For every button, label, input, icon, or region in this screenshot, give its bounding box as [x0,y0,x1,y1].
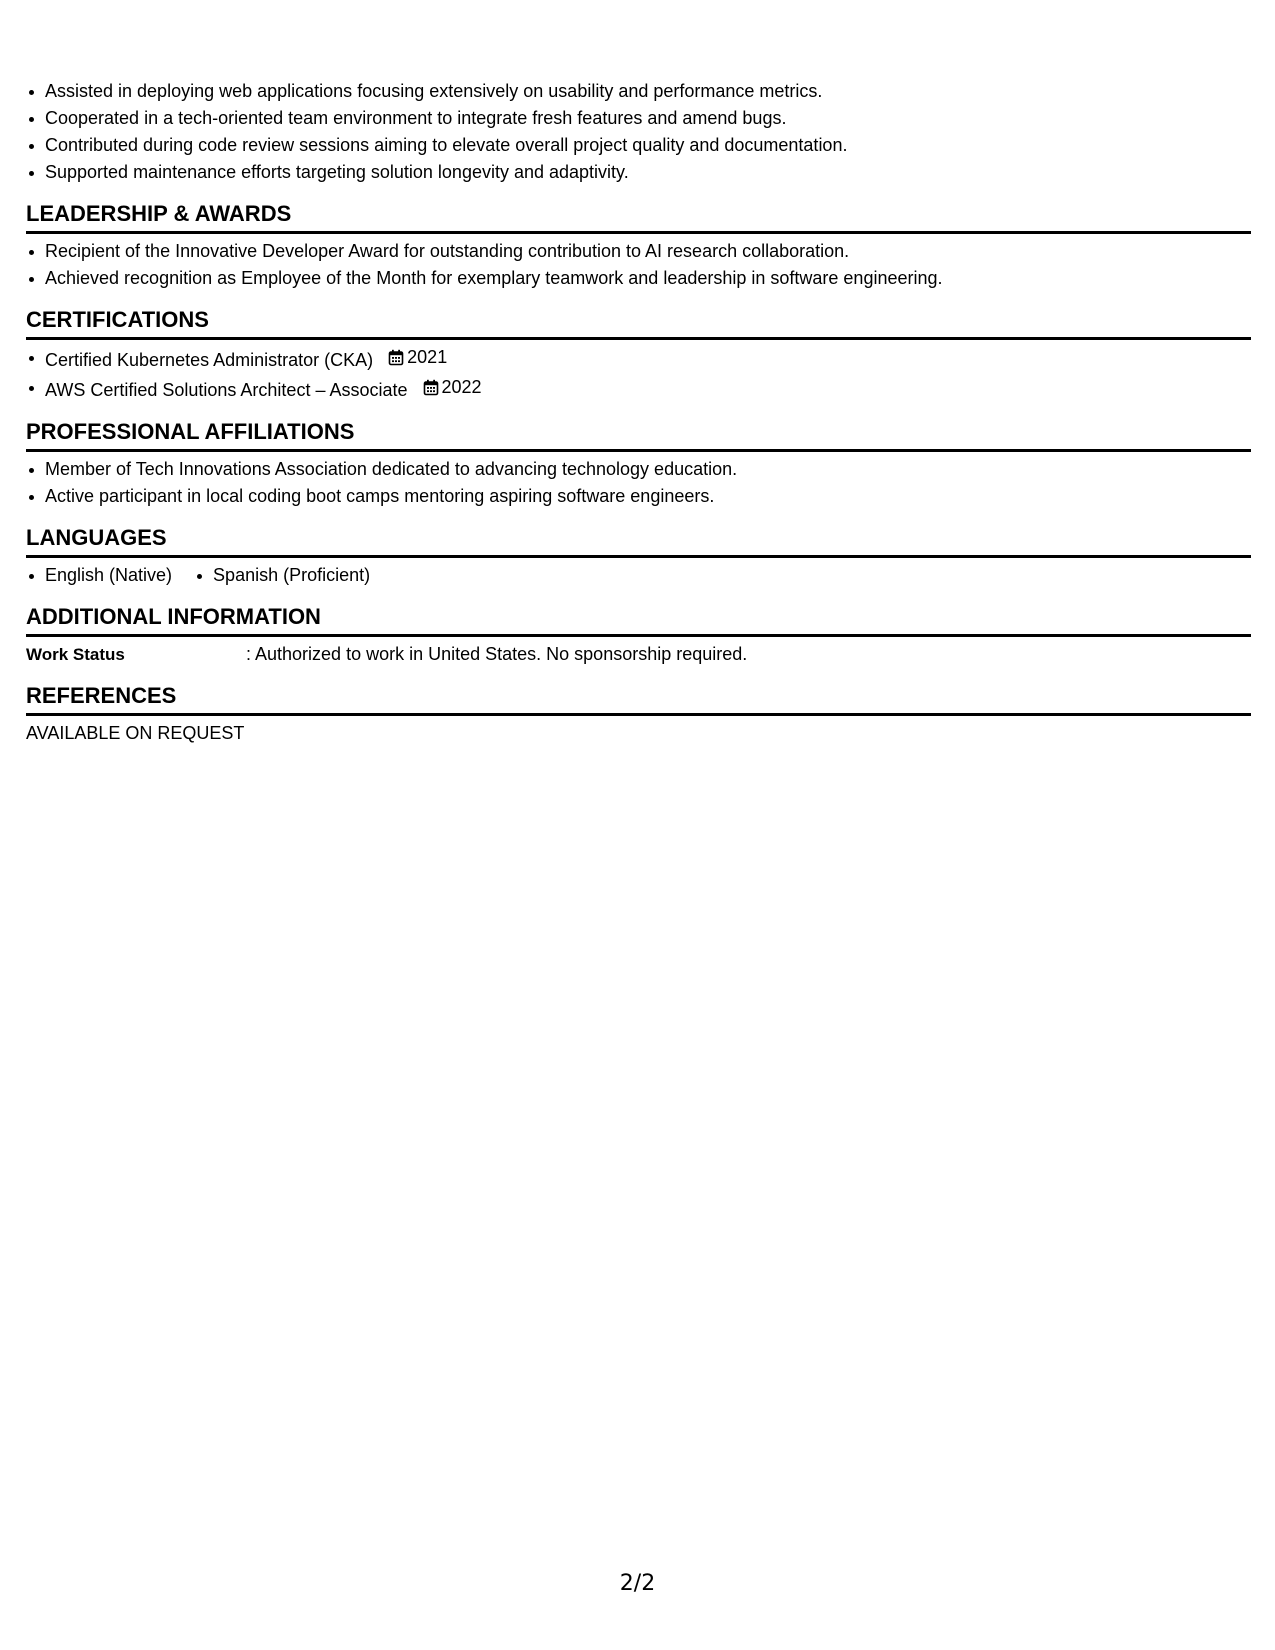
leadership-item: Recipient of the Innovative Developer Award for outstanding contribution to AI research collaboration. [26,238,1251,265]
calendar-icon [388,349,404,366]
work-status-label: Work Status [26,645,125,664]
references-text: AVAILABLE ON REQUEST [26,723,245,743]
certification-name: AWS Certified Solutions Architect – Associate [45,380,408,400]
language-item: Spanish (Proficient) [194,562,370,589]
experience-bullet: Contributed during code review sessions aiming to elevate overall project quality and documentation. [26,132,1251,159]
work-status-value: : Authorized to work in United States. No sponsorship required. [246,644,748,664]
page-number: 2/2 [619,1571,656,1596]
professional-affiliations-section [26,417,1251,510]
affiliation-item: Active participant in local coding boot camps mentoring aspiring software engineers. [26,483,1251,510]
references-section [26,681,1251,747]
certification-name: Certified Kubernetes Administrator (CKA) [45,350,374,370]
experience-bullet: Supported maintenance efforts targeting solution longevity and adaptivity. [26,159,1251,186]
affiliation-item: Member of Tech Innovations Association dedicated to advancing technology education. [26,456,1251,483]
section-title-certifications: CERTIFICATIONS [26,305,1251,340]
certification-year: 2021 [407,347,448,367]
certification-year: 2022 [441,377,482,397]
section-title-affiliations: PROFESSIONAL AFFILIATIONS [26,417,1251,452]
language-item: English (Native) [26,562,172,589]
experience-bullet: Cooperated in a tech-oriented team environment to integrate fresh features and amend bugs. [26,105,1251,132]
languages-list [26,562,1251,589]
leadership-awards-section [26,199,1251,292]
certification-item [26,374,1251,404]
certifications-list [26,344,1251,404]
experience-bullet: Assisted in deploying web applications focusing extensively on usability and performance metrics. [26,78,1251,105]
calendar-icon [423,379,439,396]
section-title-leadership-awards: LEADERSHIP & AWARDS [26,199,1251,234]
additional-information-section [26,602,1251,668]
certifications-section [26,305,1251,404]
certification-date [423,374,482,401]
certification-date [388,344,447,371]
certification-item [26,344,1251,374]
leadership-list [26,238,1251,292]
section-title-languages: LANGUAGES [26,523,1251,558]
leadership-item: Achieved recognition as Employee of the Month for exemplary teamwork and leadership in software engineering. [26,265,1251,292]
experience-bullet-list [26,78,1251,186]
work-status-row [26,641,1251,668]
section-title-additional-information: ADDITIONAL INFORMATION [26,602,1251,637]
affiliations-list [26,456,1251,510]
languages-section [26,523,1251,589]
section-title-references: REFERENCES [26,681,1251,716]
resume-page-2 [26,78,1251,747]
